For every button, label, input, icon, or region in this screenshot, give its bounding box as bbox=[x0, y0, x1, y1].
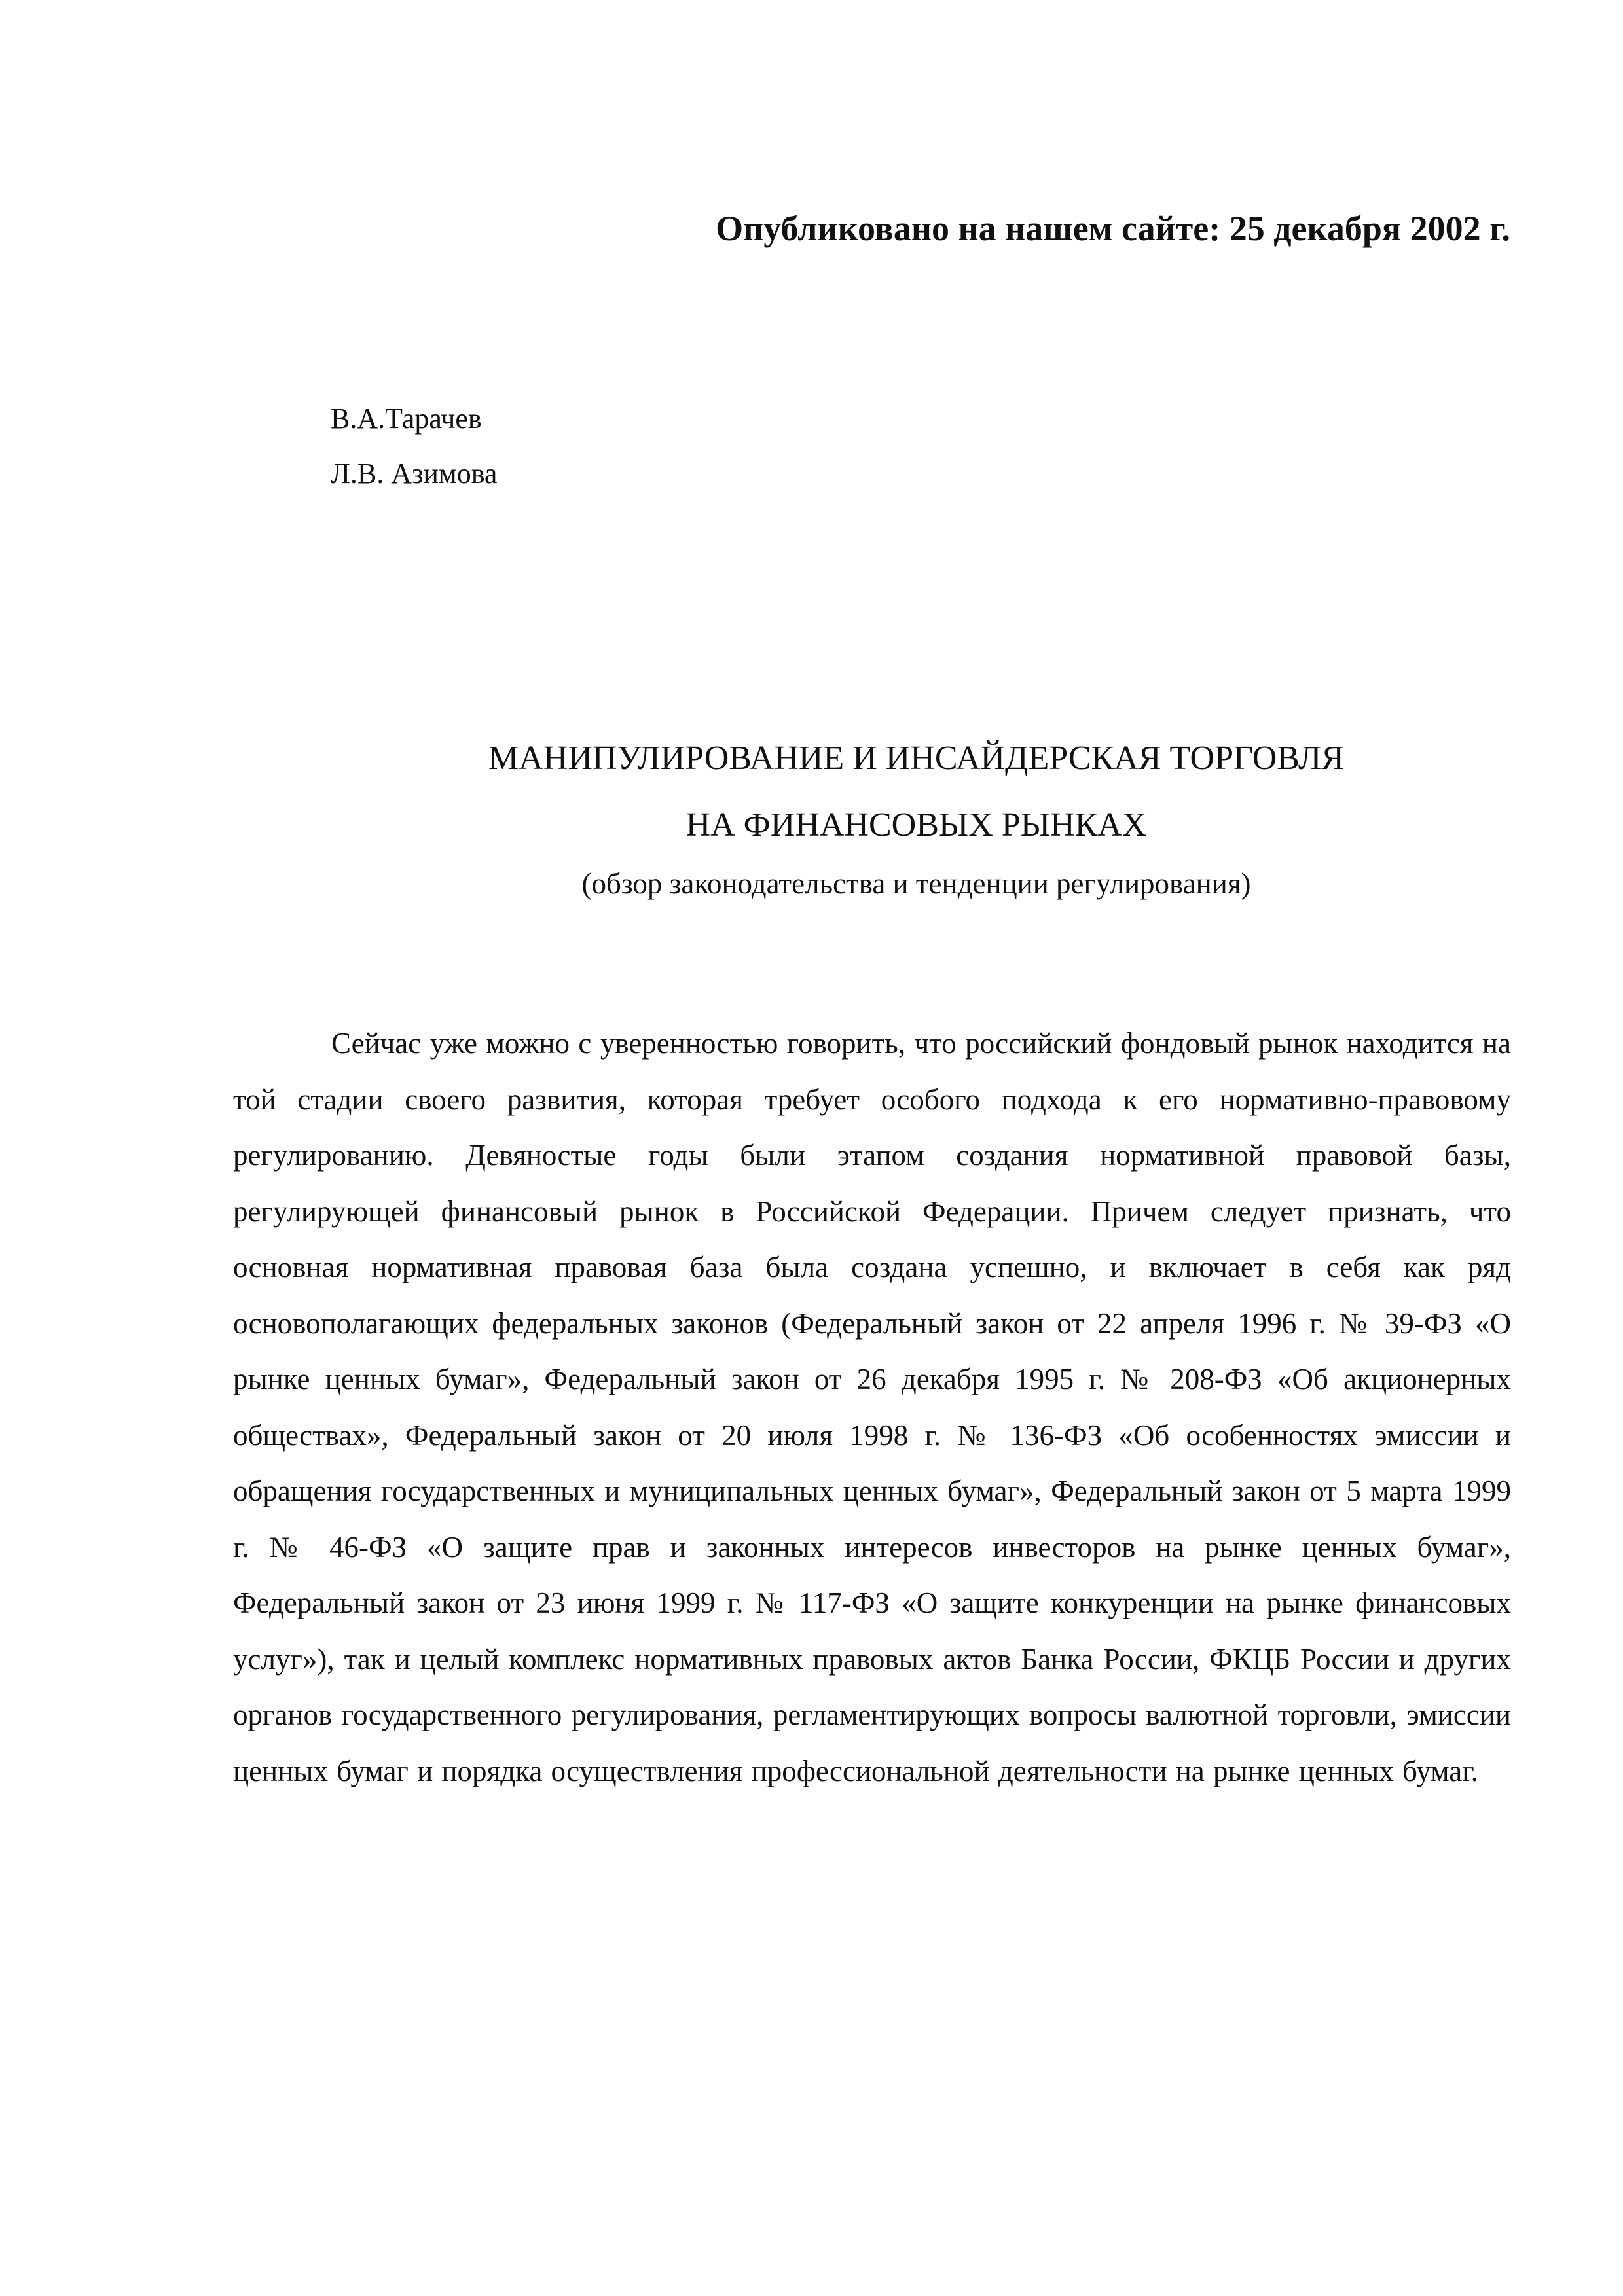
document-title-line-1: МАНИПУЛИРОВАНИЕ И ИНСАЙДЕРСКАЯ ТОРГОВЛЯ bbox=[488, 740, 1344, 777]
author-name: Л.В. Азимова bbox=[331, 457, 498, 490]
document-title-line-2: НА ФИНАНСОВЫХ РЫНКАХ bbox=[685, 806, 1147, 844]
publication-date-line: Опубликовано на нашем сайте: 25 декабря 2002 г. bbox=[716, 209, 1510, 248]
body-paragraph: Сейчас уже можно с уверенностью говорить, что российский фондовый рынок находится на той стадии своего развития, которая требует особого подхода к его нормативно-правовому регулированию. Девяностые годы были этапом создания нормативной правовой базы, регулирующей финансовый рынок в Российской Федерации. Причем следует признать, что основная нормативная правовая база была создана успешно, и включает в себя как ряд основополагающих федеральных законов (Федеральный закон от 22 апреля 1996 г. № 39-ФЗ «О рынке ценных бумаг», Федеральный закон от 26 декабря 1995 г. № 208-ФЗ «Об акционерных обществах», Федеральный закон от 20 июля 1998 г. № 136-ФЗ «Об особенностях эмиссии и обращения государственных и муниципальных ценных бумаг», Федеральный закон от 5 марта 1999 г. № 46-ФЗ «О защите прав и законных интересов инвесторов на рынке ценных бумаг», Федеральный закон от 23 июня 1999 г. № 117-ФЗ «О защите конкуренции на рынке финансовых услуг»), так и целый комплекс нормативных правовых актов Банка России, ФКЦБ России и других органов государственного регулирования, регламентирующих вопросы валютной торговли, эмиссии ценных бумаг и порядка осуществления профессиональной деятельности на рынке ценных бумаг. bbox=[233, 1027, 1511, 1787]
author-list bbox=[331, 391, 497, 501]
document-subtitle: (обзор законодательства и тенденции регулирования) bbox=[581, 867, 1251, 900]
author-name: В.А.Тарачев bbox=[331, 403, 482, 435]
title-block bbox=[0, 725, 1623, 908]
